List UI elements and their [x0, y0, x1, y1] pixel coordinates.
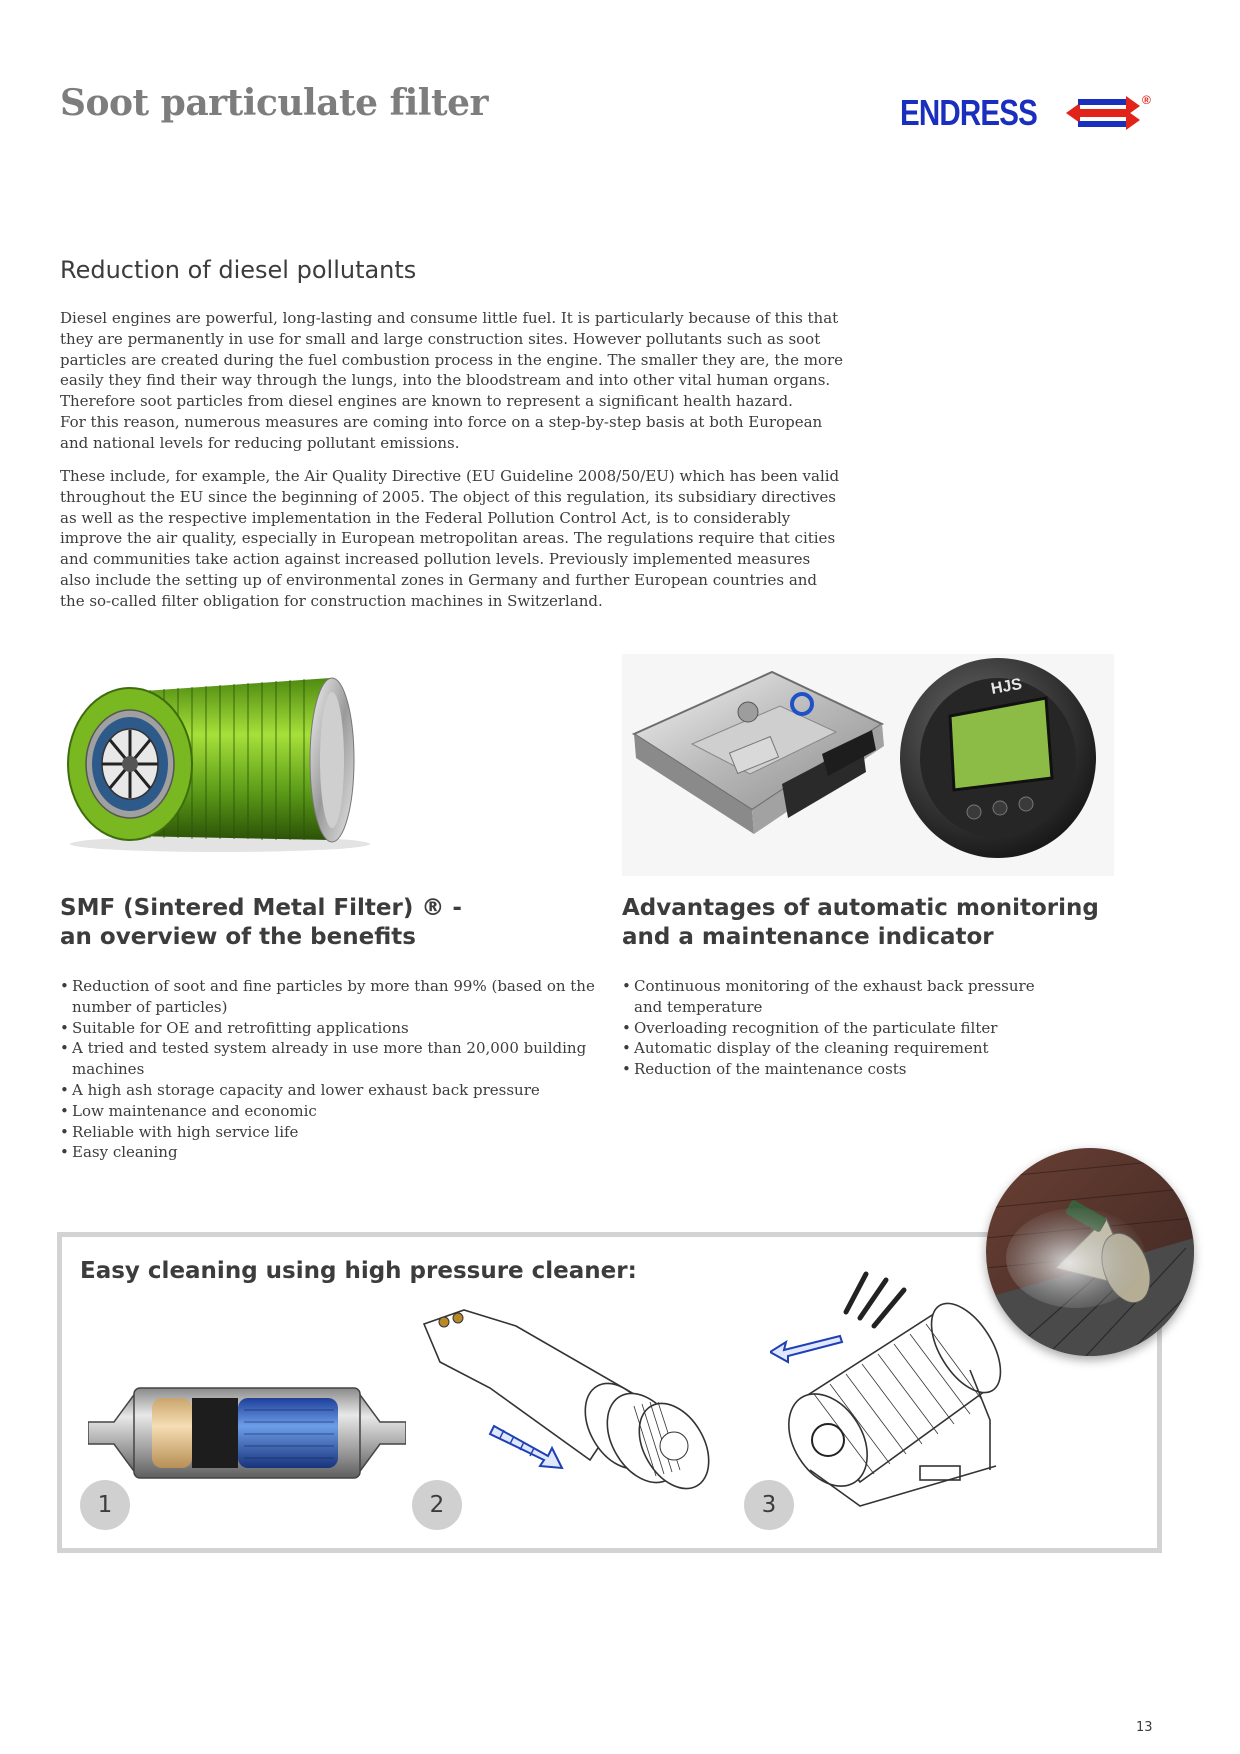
- list-item: • Suitable for OE and retrofitting applications: [60, 1018, 605, 1039]
- pressure-washer-photo: [986, 1148, 1194, 1356]
- step-1-filter-housing-illustration: [88, 1370, 406, 1496]
- page-title: Soot particulate filter: [60, 82, 488, 124]
- text-line: throughout the EU since the beginning of 2005. The object of this regulation, its subsidiary directives: [60, 487, 836, 506]
- text-line: These include, for example, the Air Quality Directive (EU Guideline 2008/50/EU) which has been valid: [60, 467, 840, 485]
- list-item: • Overloading recognition of the particulate filter: [622, 1018, 1052, 1039]
- list-item: • A tried and tested system already in use more than 20,000 building machines: [60, 1038, 605, 1080]
- monitoring-advantages-list: [622, 976, 1052, 1080]
- step-3-badge: 3: [744, 1480, 794, 1530]
- monitoring-devices-photo: [622, 654, 1114, 876]
- page-number: 13: [1136, 1720, 1153, 1735]
- step-3-cleaning-stand-illustration: [770, 1270, 1010, 1520]
- heading-line: SMF (Sintered Metal Filter) ® -: [60, 895, 462, 921]
- text-line: they are permanently in use for small and large construction sites. However pollutants such as soot: [60, 329, 821, 348]
- hjs-brand-label: HJS: [989, 675, 1024, 698]
- step-1-badge: 1: [80, 1480, 130, 1530]
- intro-paragraph-2: [60, 466, 930, 612]
- logo-arrows-icon: [1066, 90, 1156, 136]
- text-line: also include the setting up of environmental zones in Germany and further European countries and: [60, 570, 818, 589]
- list-item: • A high ash storage capacity and lower exhaust back pressure: [60, 1080, 605, 1101]
- list-item: • Low maintenance and economic: [60, 1101, 605, 1122]
- list-item: • Reduction of the maintenance costs: [622, 1059, 1052, 1080]
- intro-heading: Reduction of diesel pollutants: [60, 256, 417, 284]
- intro-paragraph-1: [60, 308, 930, 454]
- monitoring-advantages-heading: [622, 894, 1142, 952]
- registered-mark: ®: [1142, 93, 1151, 107]
- text-line: particles are created during the fuel combustion process in the engine. The smaller they are, the more: [60, 350, 844, 369]
- text-line: Therefore soot particles from diesel engines are known to represent a significant health hazard.: [60, 392, 793, 411]
- list-item: • Reliable with high service life: [60, 1122, 605, 1143]
- list-item: • Automatic display of the cleaning requirement: [622, 1038, 1052, 1059]
- heading-line: an overview of the benefits: [60, 924, 416, 950]
- step-2-filter-removal-illustration: [420, 1306, 730, 1496]
- list-item: • Reduction of soot and fine particles by more than 99% (based on the number of particles): [60, 976, 605, 1018]
- list-item: • Easy cleaning: [60, 1142, 605, 1163]
- heading-line: Advantages of automatic monitoring: [622, 895, 1099, 921]
- text-line: improve the air quality, especially in European metropolitan areas. The regulations require that cities: [60, 529, 836, 548]
- list-item: • Continuous monitoring of the exhaust back pressure and temperature: [622, 976, 1052, 1018]
- endress-logo: [900, 88, 1160, 138]
- text-line: easily they find their way through the lungs, into the bloodstream and into other vital human organs.: [60, 371, 831, 390]
- text-line: the so-called filter obligation for construction machines in Switzerland.: [60, 591, 603, 610]
- text-line: as well as the respective implementation in the Federal Pollution Control Act, is to considerably: [60, 508, 791, 527]
- smf-benefits-list: [60, 976, 605, 1163]
- smf-benefits-heading: [60, 894, 580, 952]
- logo-wordmark: ENDRESS: [900, 92, 1037, 133]
- smf-filter-photo: [60, 668, 380, 854]
- text-line: and national levels for reducing pollutant emissions.: [60, 433, 460, 452]
- cleaning-heading: Easy cleaning using high pressure cleaner:: [80, 1258, 637, 1284]
- text-line: Diesel engines are powerful, long-lasting and consume little fuel. It is particularly because of this that: [60, 309, 839, 327]
- heading-line: and a maintenance indicator: [622, 924, 994, 950]
- text-line: and communities take action against increased pollution levels. Previously implemented measures: [60, 550, 811, 569]
- step-2-badge: 2: [412, 1480, 462, 1530]
- text-line: For this reason, numerous measures are coming into force on a step-by-step basis at both European: [60, 412, 823, 431]
